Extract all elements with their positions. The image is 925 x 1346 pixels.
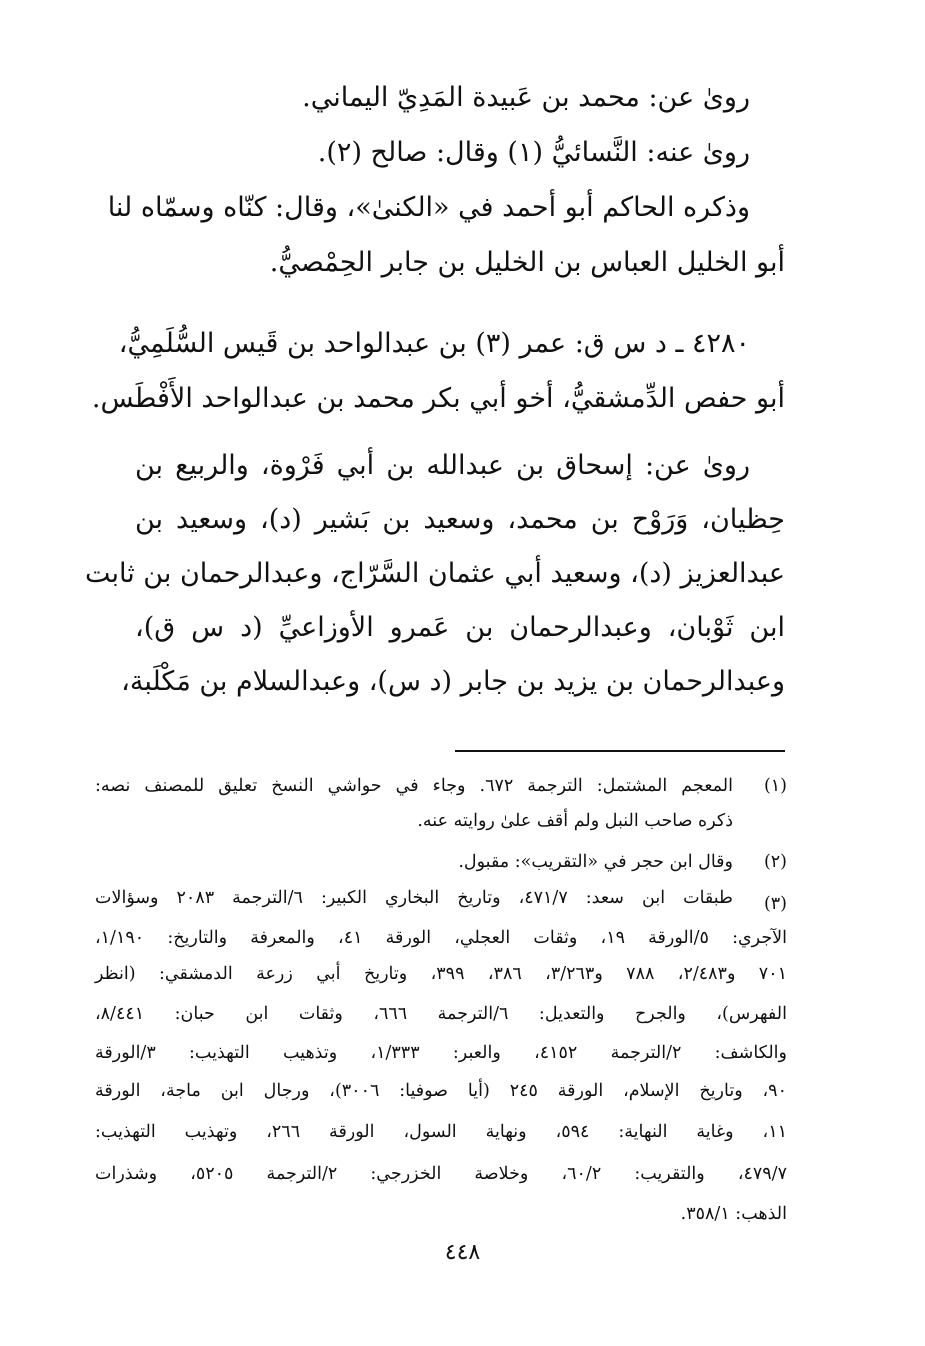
body-line-2: رویٰ عنه: النَّسائيُّ (١) وقال: صالح (٢). (317, 137, 750, 168)
body-line-6: أبو حفص الدِّمشقيُّ، أخو أبي بكر محمد بن عبدالواحد الأَفْطَس. (91, 383, 785, 414)
body-line-1: رویٰ عن: محمد بن عَبيدة المَدِيّ اليماني. (302, 82, 750, 113)
footnote-3-line-2: الآجري: ٥/الورقة ١٩، وثقات العجلي، الورقة ٤١، والمعرفة والتاريخ: ١/١٩٠، (95, 928, 787, 948)
body-line-8: حِظيان، وَرَوْح بن محمد، وسعيد بن بَشير (د)، وسعيد بن (135, 504, 785, 535)
footnote-3-line-3: ٧٠١ و٢/٤٨٣، ٧٨٨ و٣/٢٦٣، ٣٨٦، ٣٩٩، وتاريخ أبي زرعة الدمشقي: (انظر (95, 964, 787, 984)
footnote-separator (455, 750, 785, 752)
footnote-number-1: (١) (763, 776, 787, 796)
footnote-1-line-1: المعجم المشتمل: الترجمة ٦٧٢. وجاء في حواشي النسخ تعليق للمصنف نصه: (95, 776, 733, 796)
footnote-3-line-7: ١١، وغاية النهاية: ٥٩٤، ونهاية السول، الورقة ٢٦٦، وتهذيب التهذيب: (95, 1122, 788, 1142)
footnote-number-2: (٢) (763, 852, 787, 872)
body-line-9: عبدالعزيز (د)، وسعيد أبي عثمان السَّرّاج، وعبدالرحمان بن ثابت (84, 558, 785, 589)
footnote-2-line-1: وقال ابن حجر في «التقريب»: مقبول. (458, 852, 733, 872)
body-line-7: رویٰ عن: إسحاق بن عبدالله بن أبي فَرْوة، والربيع بن (135, 450, 750, 481)
body-line-4: أبو الخليل العباس بن الخليل بن جابر الحِمْصيُّ. (269, 247, 785, 278)
page-number: ٤٤٨ (444, 1240, 481, 1265)
footnote-1-line-2: ذكره صاحب النبل ولم أقف علىٰ روايته عنه. (417, 811, 733, 831)
body-line-3: وذكره الحاكم أبو أحمد في «الكنىٰ»، وقال: كنّاه وسمّاه لنا (107, 192, 750, 223)
footnote-3-line-5: والكاشف: ٢/الترجمة ٤١٥٢، والعبر: ١/٣٣٣، وتذهيب التهذيب: ٣/الورقة (95, 1043, 787, 1063)
footnote-3-line-8: ٤٧٩/٧، والتقريب: ٦٠/٢، وخلاصة الخزرجي: ٢/الترجمة ٥٢٠٥، وشذرات (95, 1164, 787, 1184)
footnote-3-line-4: الفهرس)، والجرح والتعديل: ٦/الترجمة ٦٦٦، وثقات ابن حبان: ٨/٤٤١، (95, 1004, 787, 1024)
footnote-number-3: (٣) (763, 894, 787, 914)
footnote-3-line-9: الذهب: ٣٥٨/١. (680, 1204, 787, 1224)
footnote-3-line-1: طبقات ابن سعد: ٤٧١/٧، وتاريخ البخاري الكبير: ٦/الترجمة ٢٠٨٣ وسؤالات (95, 888, 733, 908)
body-line-10: ابن ثَوْبان، وعبدالرحمان بن عَمرو الأوزاعيِّ (د س ق)، (135, 612, 785, 643)
entry-heading: ٤٢٨٠ ـ د س ق: عمر (٣) بن عبدالواحد بن قَيس السُّلَمِيُّ، (118, 328, 750, 359)
body-line-11: وعبدالرحمان بن يزيد بن جابر (د س)، وعبدالسلام بن مَكْلَبة، (121, 666, 785, 697)
footnote-3-line-6: ٩٠، وتاريخ الإسلام، الورقة ٢٤٥ (أيا صوفيا: ٣٠٠٦)، ورجال ابن ماجة، الورقة (95, 1081, 787, 1101)
